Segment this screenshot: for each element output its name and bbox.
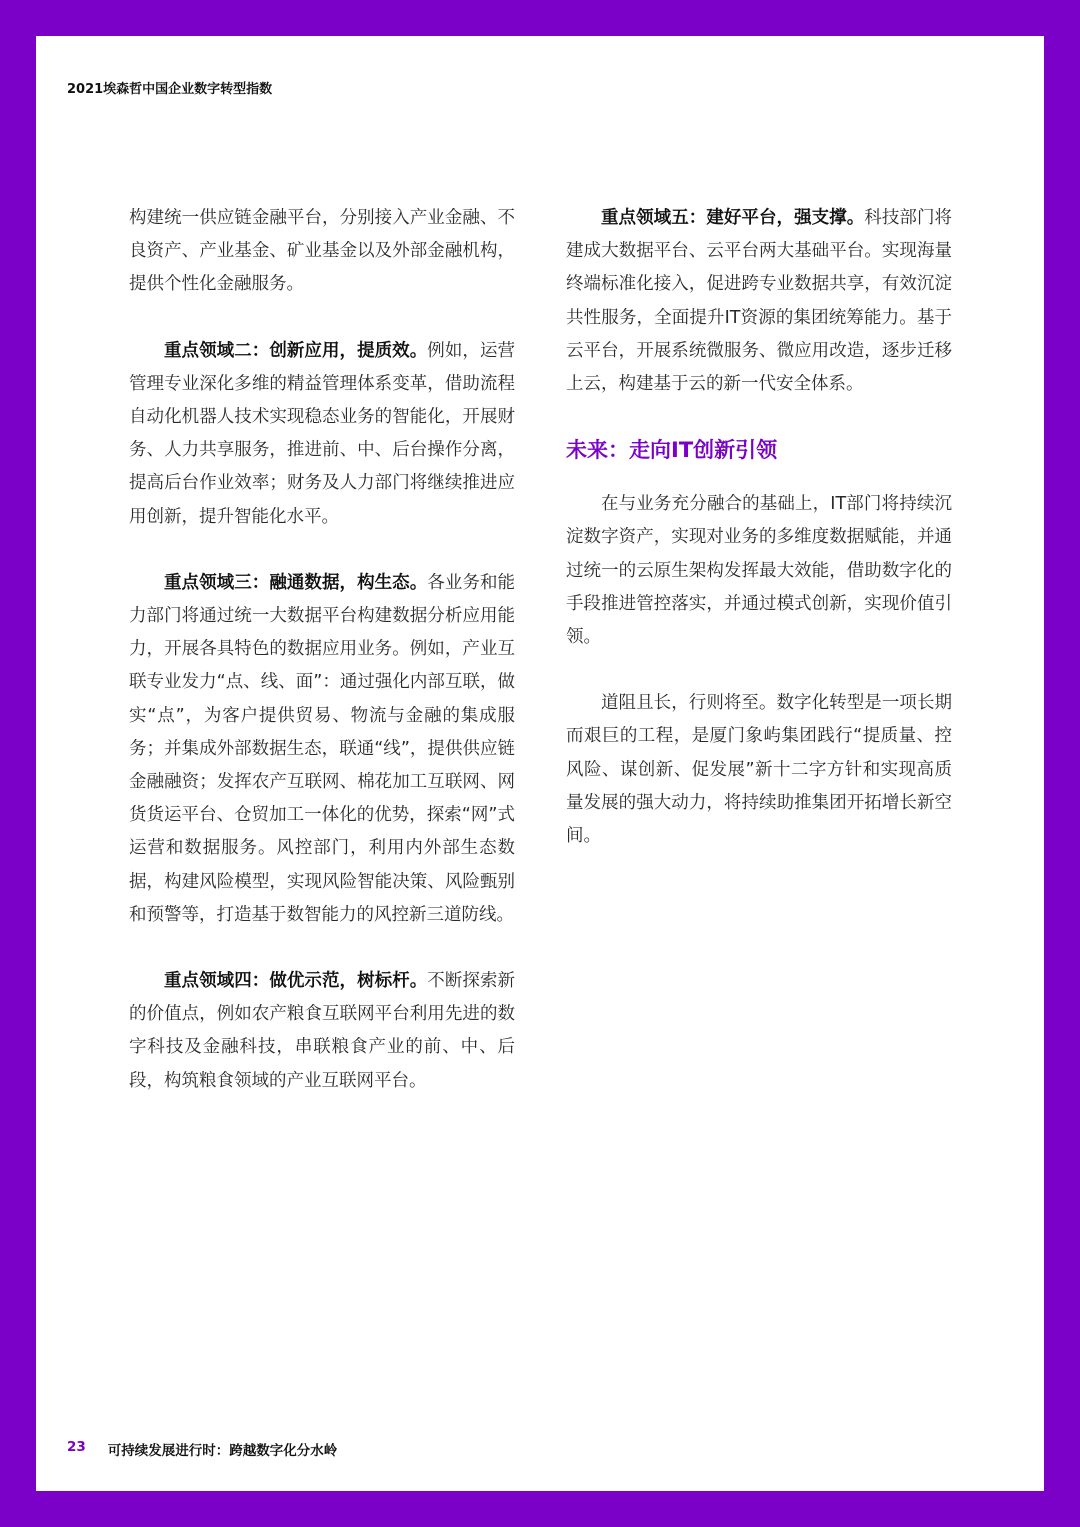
header-title: 2021埃森哲中国企业数字转型指数 xyxy=(67,82,273,97)
paragraph-body: 不断探索新的价值点，例如农产粮食互联网平台利用先进的数字科技及金融科技，串联粮食产业的前、中、后段，构筑粮食领域的产业互联网平台。 xyxy=(129,971,516,1091)
left-column xyxy=(129,202,515,1131)
paragraph: 在与业务充分融合的基础上，IT部门将持续沉淀数字资产，实现对业务的多维度数据赋能，并通过统一的云原生架构发挥最大效能，借助数字化的手段推进管控落实，并通过模式创新，实现价值引领。 xyxy=(566,494,952,648)
page xyxy=(36,36,1044,1491)
paragraph-lead: 重点领域三：融通数据，构生态。 xyxy=(164,572,428,593)
paragraph-lead: 重点领域五：建好平台，强支撑。 xyxy=(601,208,865,228)
paragraph xyxy=(129,965,515,1098)
paragraph xyxy=(129,567,515,932)
paragraph-body: 各业务和能力部门将通过统一大数据平台构建数据分析应用能力，开展各具特色的数据应用业务。例如，产业互联专业发力“点、线、面”：通过强化内部互联，做实“点”，为客户提供贸易、物流与金融的集成服务；并集成外部数据生态，联通“线”，提供供应链金融融资；发挥农产互联网、棉花加工互联网、网货货运平台、仓贸加工一体化的优势，探索“网”式运营和数据服务。风控部门，利用内外部生态数据，构建风险模型，实现风险智能决策、风险甄别和预警等，打造基于数智能力的风控新三道防线。 xyxy=(129,572,516,925)
paragraph: 道阻且长，行则将至。数字化转型是一项长期而艰巨的工程，是厦门象屿集团践行“提质量、控风险、谋创新、促发展”新十二字方针和实现高质量发展的强大动力，将持续助推集团开拓增长新空间。 xyxy=(566,693,952,847)
footer-title: 可持续发展进行时：跨越数字化分水岭 xyxy=(107,1443,338,1459)
paragraph-lead: 重点领域四：做优示范，树标杆。 xyxy=(164,971,428,992)
section-heading: 未来：走向IT创新引领 xyxy=(566,438,778,463)
paragraph xyxy=(566,202,952,401)
paragraph xyxy=(129,335,515,534)
paragraph-body: 科技部门将建成大数据平台、云平台两大基础平台。实现海量终端标准化接入，促进跨专业数据共享，有效沉淀共性服务，全面提升IT资源的集团统筹能力。基于云平台，开展系统微服务、微应用改造，逐步迁移上云，构建基于云的新一代安全体系。 xyxy=(566,208,953,395)
paragraph-body: 例如，运营管理专业深化多维的精益管理体系变革，借助流程自动化机器人技术实现稳态业务的智能化，开展财务、人力共享服务，推进前、中、后台操作分离，提高后台作业效率；财务及人力部门将继续推进应用创新，提升智能化水平。 xyxy=(129,340,516,527)
paragraph-lead: 重点领域二：创新应用，提质效。 xyxy=(164,340,428,361)
paragraph: 构建统一供应链金融平台，分别接入产业金融、不良资产、产业基金、矿业基金以及外部金融机构，提供个性化金融服务。 xyxy=(129,208,515,295)
footer xyxy=(67,1439,337,1459)
right-column xyxy=(566,202,952,886)
page-number: 23 xyxy=(67,1439,86,1455)
